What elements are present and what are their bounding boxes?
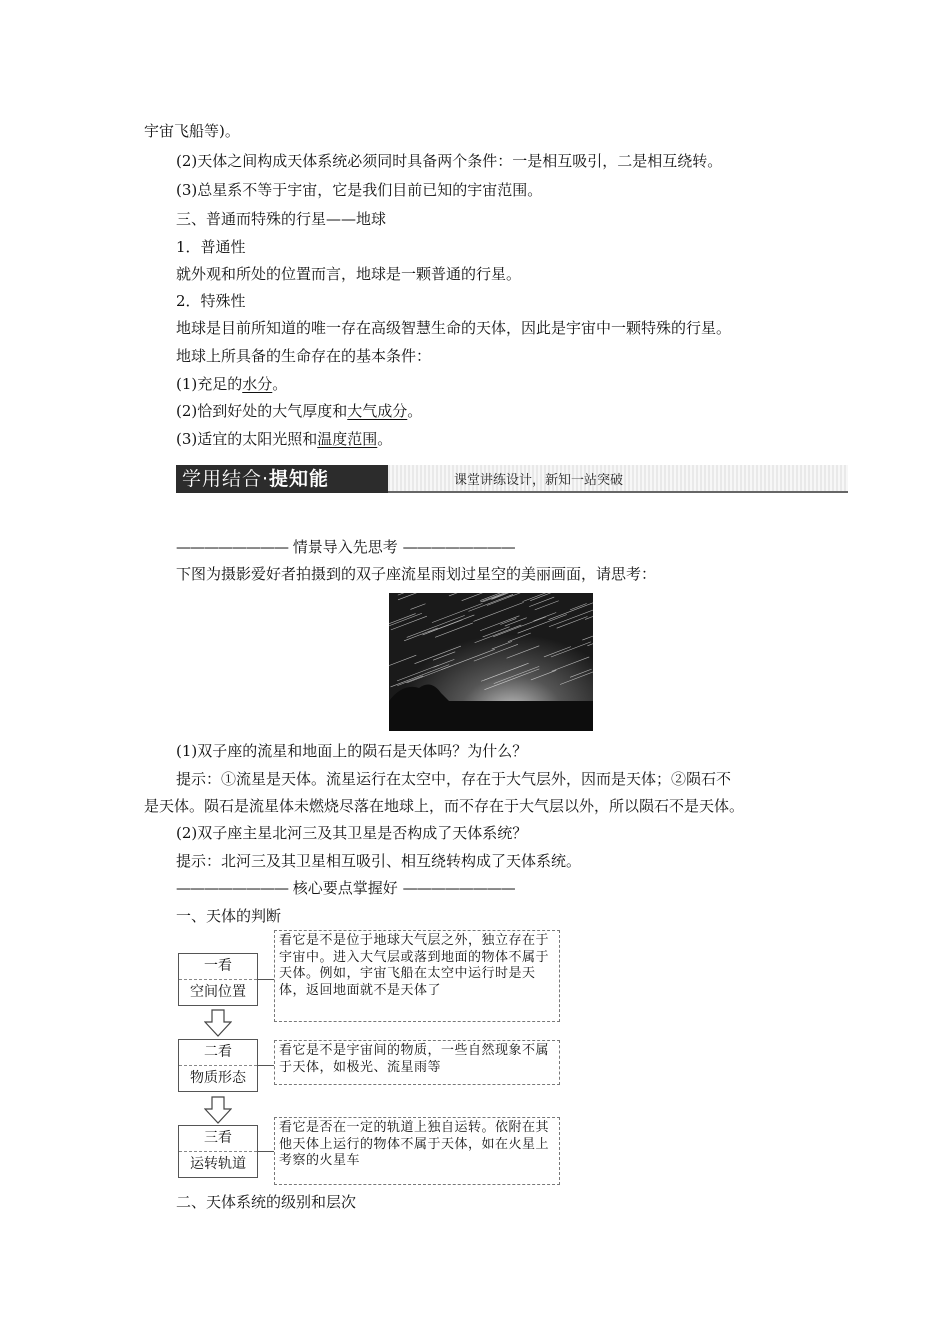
heading-earth: 三、普通而特殊的行星——地球 xyxy=(176,210,387,228)
paragraph-continuation: 宇宙飞船等)。 xyxy=(144,122,240,140)
paragraph-total-galaxy: (3)总星系不等于宇宙，它是我们目前已知的宇宙范围。 xyxy=(176,181,543,199)
section-heading-core: ———————— 核心要点掌握好 ———————— xyxy=(176,879,515,897)
answer-1-line2: 是天体。陨石是流星体未燃烧尽落在地球上，而不存在于大气层以外，所以陨石不是天体。 xyxy=(144,797,745,815)
flow-step-3: 三看 运转轨道 xyxy=(178,1125,258,1178)
condition-water: (1)充足的水分。 xyxy=(176,375,288,393)
flow-desc-3: 看它是否在一定的轨道上独自运转。依附在其他天体上运行的物体不属于天体，如在火星上考察的火星车 xyxy=(274,1117,560,1185)
meteor-shower-photo xyxy=(389,593,593,731)
question-1: (1)双子座的流星和地面上的陨石是天体吗？为什么？ xyxy=(176,742,528,760)
paragraph-ordinary: 就外观和所处的位置而言，地球是一颗普通的行星。 xyxy=(176,265,522,283)
flow-step-1: 一看 空间位置 xyxy=(178,953,258,1006)
underlined-answer: 温度范围 xyxy=(317,430,378,448)
banner-subtitle: 课堂讲练设计，新知一站突破 xyxy=(454,473,624,488)
condition-atmosphere: (2)恰到好处的大气厚度和大气成分。 xyxy=(176,402,423,420)
condition-temperature: (3)适宜的太阳光照和温度范围。 xyxy=(176,430,393,448)
flow-step-2: 二看 物质形态 xyxy=(178,1039,258,1092)
underlined-answer: 大气成分 xyxy=(347,402,408,420)
scenario-intro: 下图为摄影爱好者拍摄到的双子座流星雨划过星空的美丽画面，请思考： xyxy=(176,565,657,583)
flow-desc-1: 看它是不是位于地球大气层之外，独立存在于宇宙中。进入大气层或落到地面的物体不属于天体。例如，宇宙飞船在太空中运行时是天体，返回地面就不是天体了 xyxy=(274,930,560,1022)
flow-connector xyxy=(257,979,274,980)
paragraph-condition: (2)天体之间构成天体系统必须同时具备两个条件：一是相互吸引，二是相互绕转。 xyxy=(176,152,723,170)
paragraph-special: 地球是目前所知道的唯一存在高级智慧生命的天体，因此是宇宙中一颗特殊的行星。 xyxy=(176,319,732,337)
heading-system-levels: 二、天体系统的级别和层次 xyxy=(176,1193,357,1211)
heading-judgement: 一、天体的判断 xyxy=(176,907,282,925)
down-arrow-icon xyxy=(204,1009,232,1037)
paragraph-conditions-intro: 地球上所具备的生命存在的基本条件： xyxy=(176,347,432,365)
banner-title: 学用结合·提知能 xyxy=(176,465,388,493)
answer-1-line1: 提示：①流星是天体。流星运行在太空中，存在于大气层外，因而是天体；②陨石不 xyxy=(176,770,732,788)
down-arrow-icon xyxy=(204,1096,232,1124)
underlined-answer: 水分 xyxy=(242,375,273,393)
flow-desc-2: 看它是不是宇宙间的物质，一些自然现象不属于天体，如极光、流星雨等 xyxy=(274,1040,560,1085)
question-2: (2)双子座主星北河三及其卫星是否构成了天体系统？ xyxy=(176,824,528,842)
answer-2: 提示：北河三及其卫星相互吸引、相互绕转构成了天体系统。 xyxy=(176,852,582,870)
flow-connector xyxy=(257,1151,274,1152)
flow-connector xyxy=(257,1065,274,1066)
section-banner xyxy=(176,465,848,493)
section-heading-scenario: ———————— 情景导入先思考 ———————— xyxy=(176,538,515,556)
subheading-special: 2．特殊性 xyxy=(176,292,246,310)
subheading-ordinary: 1．普通性 xyxy=(176,238,246,256)
